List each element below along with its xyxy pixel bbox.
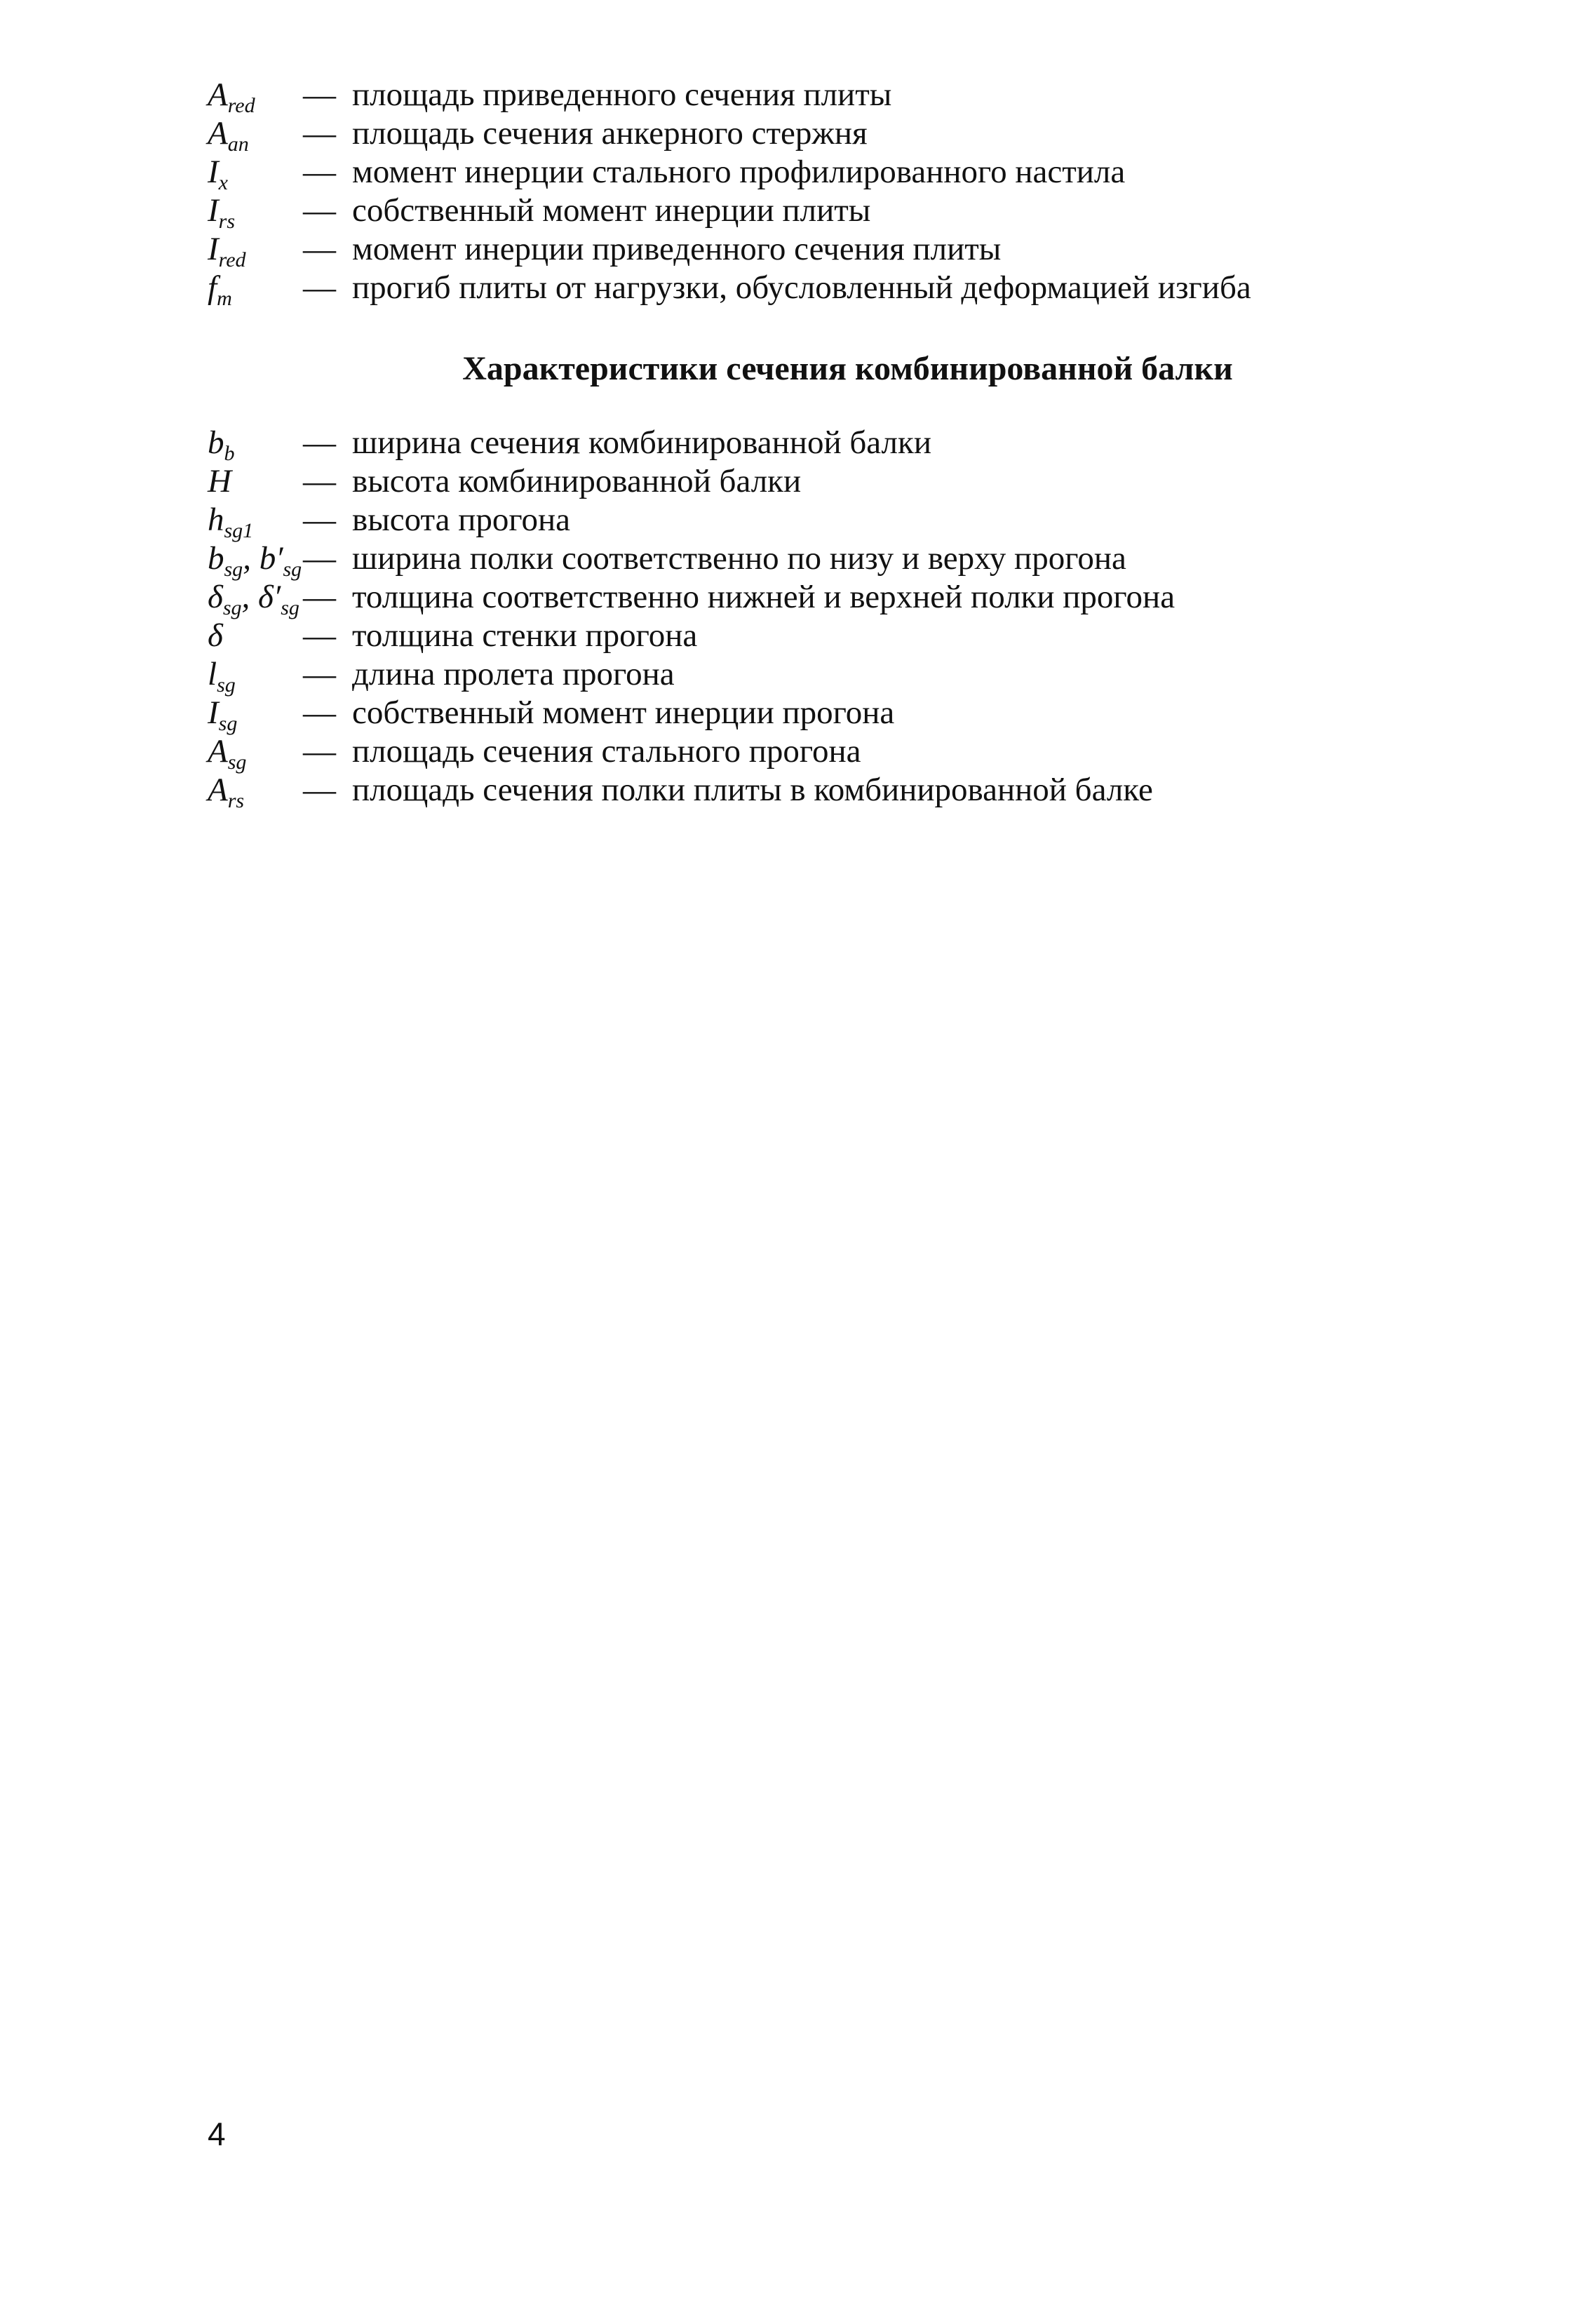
symbol: $A_{sg}$ (208, 733, 247, 774)
dash: — (303, 694, 336, 731)
symbol: $\delta_{sg}$, $\delta'_{sg}$ (208, 579, 299, 619)
dash: — (303, 115, 336, 152)
section-heading: Характеристики сечения комбинированной балки (462, 350, 1233, 387)
symbol: H (208, 463, 231, 499)
description: площадь приведенного сечения плиты (352, 76, 892, 113)
description: площадь сечения полки плиты в комбинированной балке (352, 772, 1153, 808)
dash: — (303, 733, 336, 770)
description: длина пролета прогона (352, 656, 675, 692)
dash: — (303, 269, 336, 306)
symbol: $I_{red}$ (208, 231, 246, 271)
notation-row (208, 501, 1400, 542)
symbol: $l_{sg}$ (208, 656, 236, 697)
dash: — (303, 76, 336, 113)
page-number: 4 (208, 2116, 226, 2152)
notation-row (208, 539, 1400, 581)
notation-row (208, 153, 1400, 192)
beam-notation-list (208, 424, 1400, 810)
dash: — (303, 540, 336, 577)
dash: — (303, 772, 336, 808)
description: собственный момент инерции прогона (352, 694, 895, 731)
symbol: $b_{sg}$, $b'_{sg}$ (208, 540, 302, 581)
symbol: $A_{an}$ (208, 115, 249, 156)
symbol: $A_{red}$ (208, 76, 255, 117)
description: собственный момент инерции плиты (352, 192, 871, 229)
notation-row (208, 76, 1400, 117)
notation-row (208, 269, 1400, 310)
description: прогиб плиты от нагрузки, обусловленный деформацией изгиба (352, 269, 1251, 306)
symbol: δ (208, 617, 223, 654)
dash: — (303, 154, 336, 190)
dash: — (303, 656, 336, 692)
symbol: $h_{sg1}$ (208, 502, 254, 542)
dash: — (303, 231, 336, 267)
notation-row (208, 617, 1400, 655)
description: площадь сечения анкерного стержня (352, 115, 868, 152)
description: толщина стенки прогона (352, 617, 698, 654)
notation-row (208, 230, 1400, 269)
notation-row (208, 192, 1400, 233)
notation-row (208, 771, 1400, 810)
symbol: $b_b$ (208, 424, 235, 465)
description: высота прогона (352, 502, 571, 538)
dash: — (303, 502, 336, 538)
symbol: $I_x$ (208, 154, 228, 194)
description: ширина сечения комбинированной балки (352, 424, 931, 461)
description: ширина полки соответственно по низу и верху прогона (352, 540, 1126, 577)
description: высота комбинированной балки (352, 463, 802, 499)
notation-row (208, 694, 1400, 735)
description: площадь сечения стального прогона (352, 733, 861, 770)
dash: — (303, 192, 336, 229)
symbol: $I_{rs}$ (208, 192, 236, 233)
symbol: $f_m$ (208, 269, 232, 310)
description: толщина соответственно нижней и верхней полки прогона (352, 579, 1176, 615)
notation-row (208, 462, 1400, 501)
symbol: $I_{sg}$ (208, 694, 238, 735)
notation-row (208, 732, 1400, 774)
description: момент инерции приведенного сечения плиты (352, 231, 1002, 267)
notation-row (208, 114, 1400, 156)
dash: — (303, 463, 336, 499)
description: момент инерции стального профилированного настила (352, 154, 1126, 190)
slab-notation-list (208, 76, 1400, 310)
dash: — (303, 579, 336, 615)
notation-row (208, 578, 1400, 617)
notation-row (208, 424, 1400, 465)
dash: — (303, 424, 336, 461)
dash: — (303, 617, 336, 654)
symbol: $A_{rs}$ (208, 772, 245, 812)
notation-row (208, 655, 1400, 697)
